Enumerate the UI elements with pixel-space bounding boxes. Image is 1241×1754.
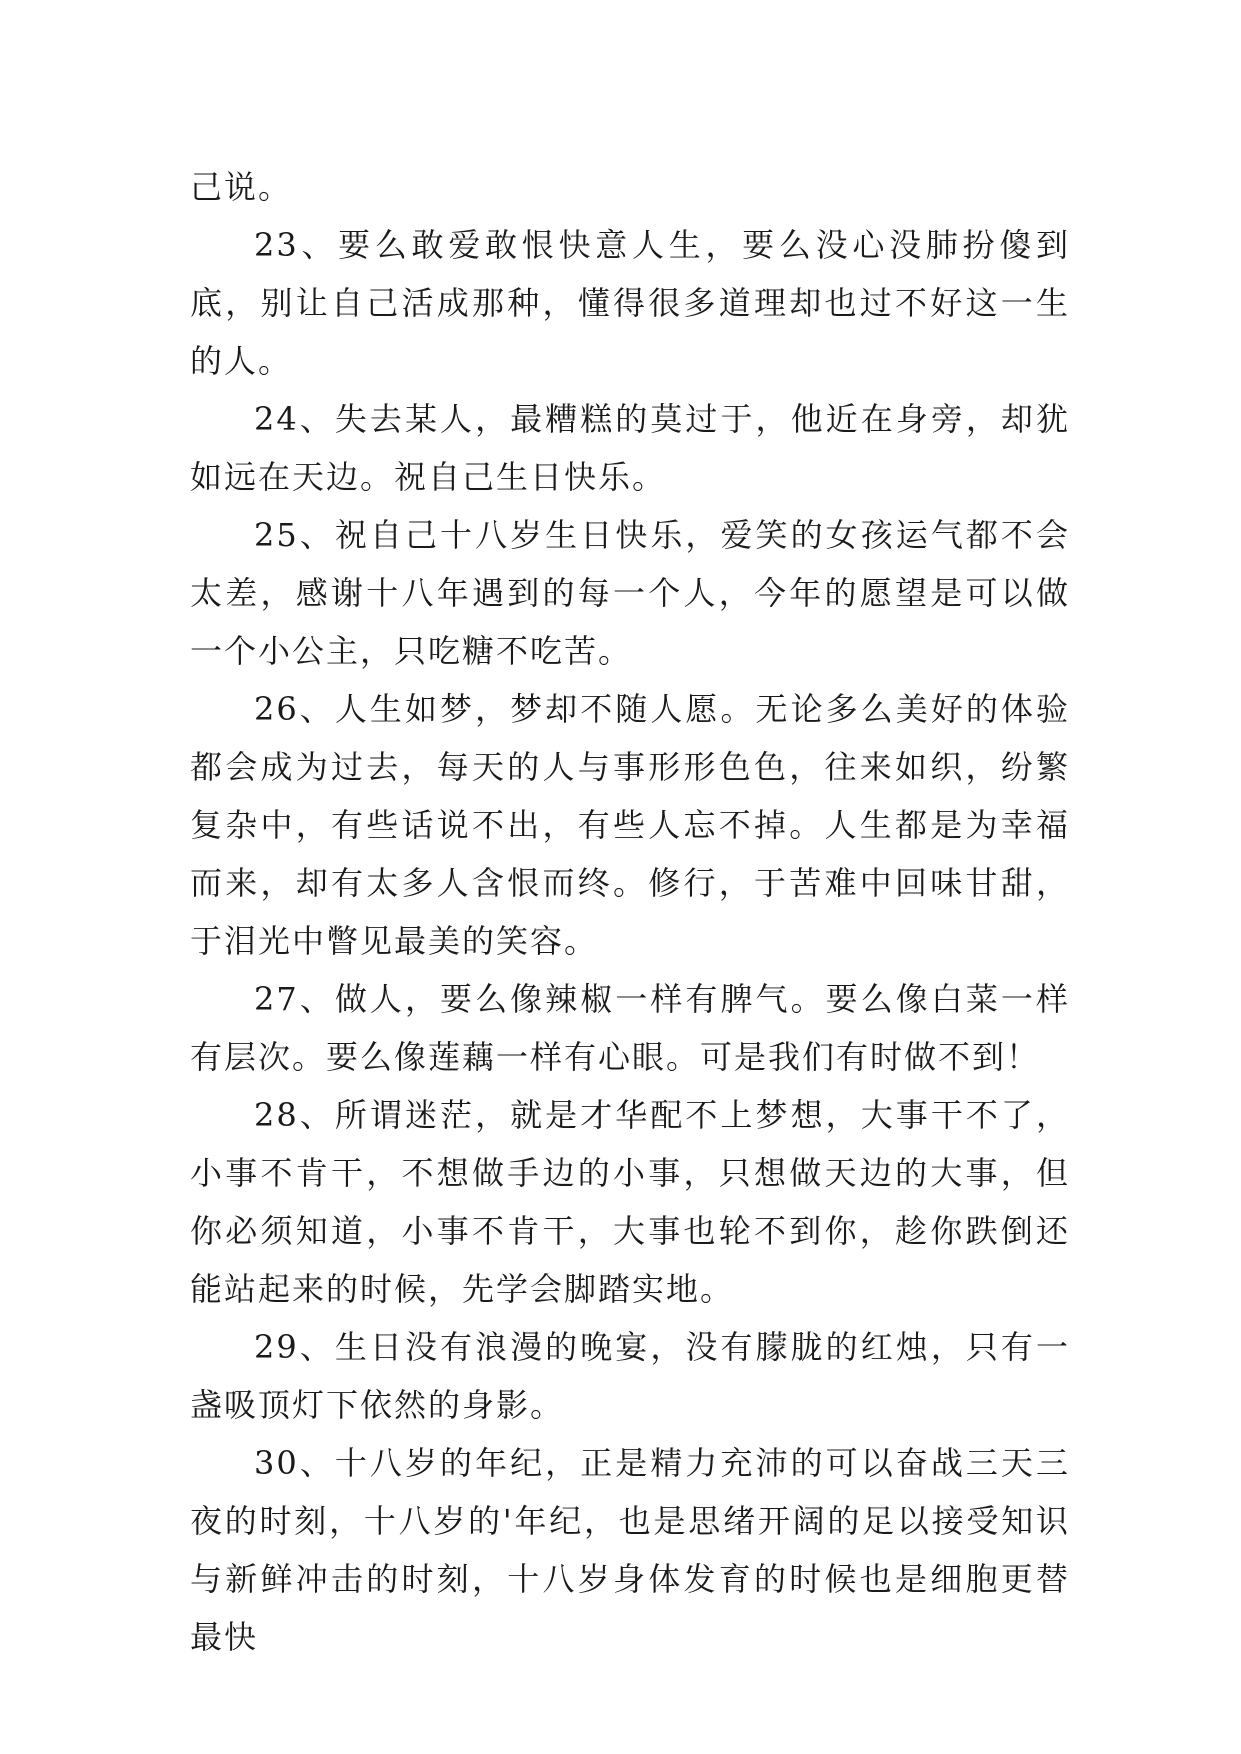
paragraph-24: 24、失去某人，最糟糕的莫过于，他近在身旁，却犹如远在天边。祝自己生日快乐。	[190, 400, 1070, 496]
paragraph-26: 26、人生如梦，梦却不随人愿。无论多么美好的体验都会成为过去，每天的人与事形形色色，往来如织，纷繁复杂中，有些话说不出，有些人忘不掉。人生都是为幸福而来，却有太多人含恨而终。修行，于苦难中回味甘甜，于泪光中瞥见最美的笑容。	[190, 690, 1070, 960]
paragraph-25: 25、祝自己十八岁生日快乐，爱笑的女孩运气都不会太差，感谢十八年遇到的每一个人，今年的愿望是可以做一个小公主，只吃糖不吃苦。	[190, 516, 1070, 670]
paragraph-30: 30、十八岁的年纪，正是精力充沛的可以奋战三天三夜的时刻，十八岁的'年纪，也是思绪开阔的足以接受知识与新鲜冲击的时刻，十八岁身体发育的时候也是细胞更替最快	[190, 1444, 1070, 1656]
document-body	[190, 158, 1070, 1666]
paragraph-22-tail: 己说。	[190, 168, 293, 206]
paragraph-29: 29、生日没有浪漫的晚宴，没有朦胧的红烛，只有一盏吸顶灯下依然的身影。	[190, 1328, 1070, 1424]
paragraph-23: 23、要么敢爱敢恨快意人生，要么没心没肺扮傻到底，别让自己活成那种，懂得很多道理却也过不好这一生的人。	[190, 226, 1070, 380]
paragraph-28: 28、所谓迷茫，就是才华配不上梦想，大事干不了，小事不肯干，不想做手边的小事，只想做天边的大事，但你必须知道，小事不肯干，大事也轮不到你，趁你跌倒还能站起来的时候，先学会脚踏实地。	[190, 1096, 1070, 1308]
paragraph-27: 27、做人，要么像辣椒一样有脾气。要么像白菜一样有层次。要么像莲藕一样有心眼。可是我们有时做不到！	[190, 980, 1070, 1076]
